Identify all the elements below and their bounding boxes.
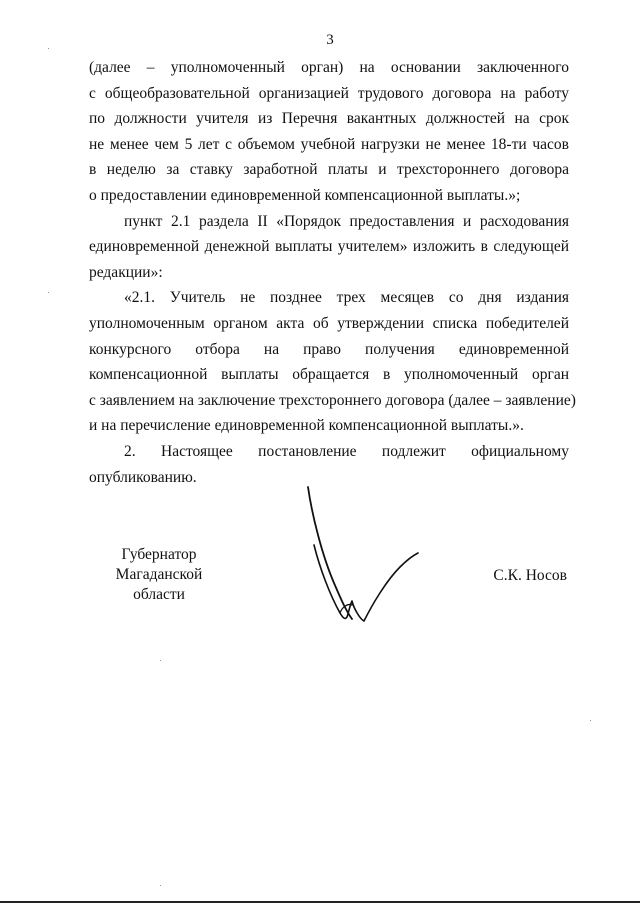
text-line: пункт 2.1 раздела II «Порядок предоставления и расходования xyxy=(124,212,569,230)
text-line: конкурсного отбора на право получения единовременной xyxy=(89,340,569,358)
text-line: в неделю за ставку заработной платы и трехстороннего договора xyxy=(89,161,569,179)
paragraph-new-wording xyxy=(89,285,576,439)
paragraph-point-2-1 xyxy=(89,209,569,286)
text-line: компенсационной выплаты обращается в уполномоченный орган xyxy=(89,366,569,384)
signer-title-line: Губернатор xyxy=(121,546,197,563)
text-line: редакции»: xyxy=(89,263,163,281)
handwritten-signature xyxy=(300,485,430,630)
text-line: опубликованию. xyxy=(89,468,197,486)
text-line: уполномоченным органом акта об утверждении списка победителей xyxy=(89,314,569,332)
paragraph-continuation xyxy=(89,55,569,209)
text-line: единовременной денежной выплаты учителем» изложить в следующей xyxy=(89,238,569,256)
text-line: с заявлением на заключение трехстороннего договора (далее – заявление) xyxy=(89,391,576,409)
document-body xyxy=(89,55,576,490)
text-line: не менее чем 5 лет с объемом учебной нагрузки не менее 18-ти часов xyxy=(89,135,569,153)
text-line: «2.1. Учитель не позднее трех месяцев со дня издания xyxy=(124,289,569,307)
text-line: 2. Настоящее постановление подлежит официальному xyxy=(124,442,569,460)
scan-speck xyxy=(48,292,49,293)
scan-speck xyxy=(160,885,161,886)
scan-speck xyxy=(590,720,591,721)
text-line: о предоставлении единовременной компенсационной выплаты.»; xyxy=(89,186,521,204)
text-line: по должности учителя из Перечня вакантных должностей на срок xyxy=(89,110,569,128)
text-line: и на перечисление единовременной компенсационной выплаты.». xyxy=(89,417,524,435)
signer-name: С.К. Носов xyxy=(493,567,567,584)
scan-speck xyxy=(160,660,161,661)
scan-edge-line xyxy=(0,901,640,903)
page-number: 3 xyxy=(326,32,334,48)
text-line: (далее – уполномоченный орган) на основании заключенного xyxy=(89,59,569,76)
text-line: с общеобразовательной организацией трудового договора на работу xyxy=(89,84,569,102)
signer-title-line: Магаданской области xyxy=(115,566,203,603)
scan-speck xyxy=(48,48,49,49)
signer-title xyxy=(89,545,229,605)
paragraph-publication xyxy=(89,439,569,490)
